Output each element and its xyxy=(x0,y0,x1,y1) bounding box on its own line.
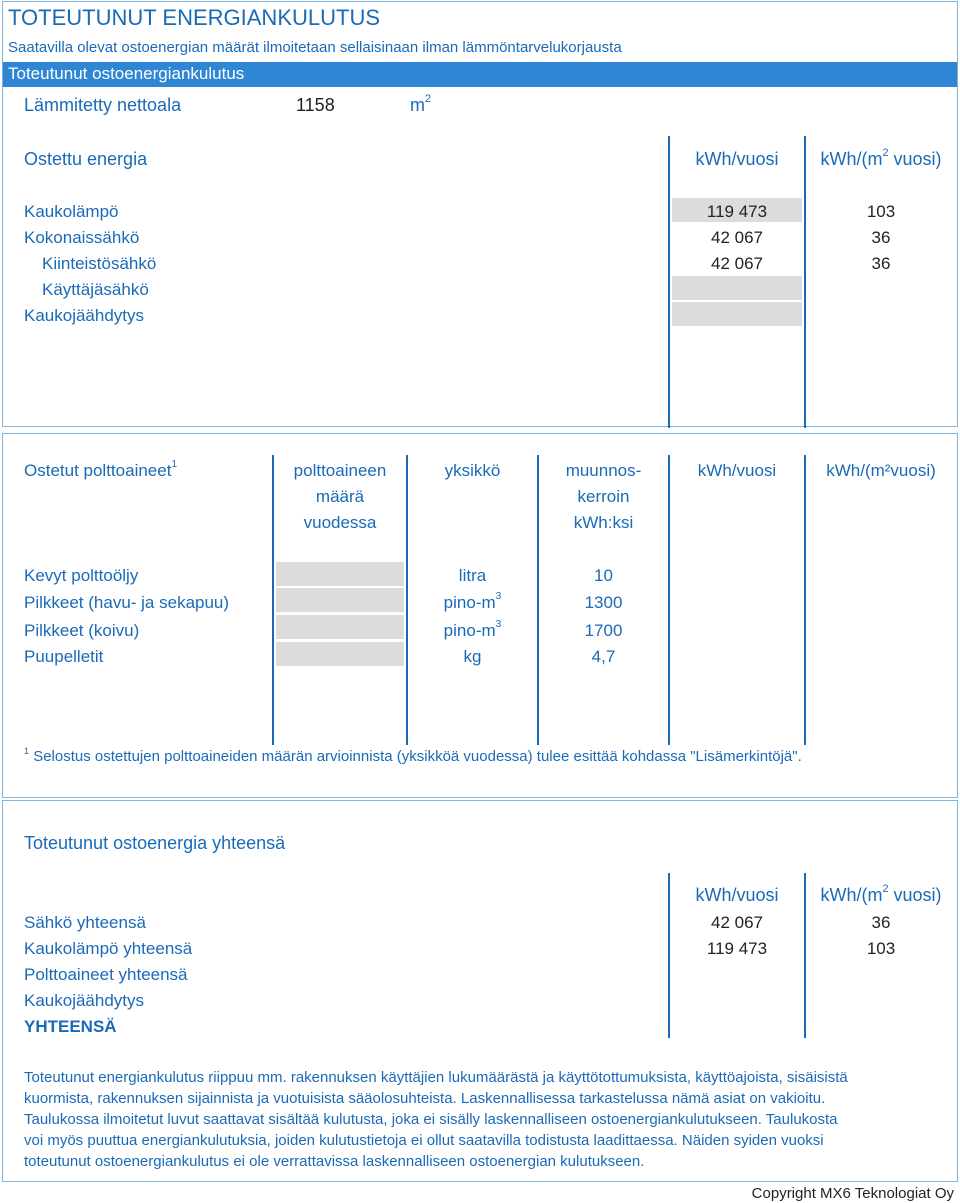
fuel-amount-cell-3 xyxy=(276,615,404,639)
row-label-kaukolampo: Kaukolämpö xyxy=(24,202,119,221)
area-value: 1158 xyxy=(296,95,335,115)
fuel-label-3: Pilkkeet (koivu) xyxy=(24,621,140,640)
total-label-district-cooling: Kaukojäähdytys xyxy=(24,991,145,1010)
copyright: Copyright MX6 Teknologiat Oy xyxy=(751,1185,954,1202)
row-kwh-kaukolampo: 119 473 xyxy=(706,202,768,221)
purchased-col-per-m2: kWh/($m^2$ vuosi) xyxy=(820,147,942,169)
fuels-col-amount-1: polttoaineen xyxy=(293,461,387,480)
fuel-unit-1: litra xyxy=(458,566,487,585)
row-label-kiinteistosahko: Kiinteistösähkö xyxy=(42,254,157,273)
fuels-col-amount-3: vuodessa xyxy=(303,513,377,532)
total-label-fuels: Polttoaineet yhteensä xyxy=(24,965,188,984)
fuel-amount-cell-4 xyxy=(276,642,404,666)
note-line-5: toteutunut ostoenergiankulutus ei ole verrattavissa laskennalliseen ostoenergian kulutukseen. xyxy=(24,1153,645,1170)
fuel-factor-4: 4,7 xyxy=(591,647,616,666)
page-subtitle: Saatavilla olevat ostoenergian määrät ilmoitetaan sellaisinaan ilman lämmöntarvelukorjausta xyxy=(8,39,622,56)
fuels-col-kwh: kWh/vuosi xyxy=(697,461,777,480)
note-line-3: Taulukossa ilmoitetut luvut saattavat sisältää kulutusta, joka ei sisälly laskennalliseen ostoenergiankulutukseen. Taulukosta xyxy=(24,1111,838,1128)
fuel-label-2: Pilkkeet (havu- ja sekapuu) xyxy=(24,593,230,612)
row-label-kaukojaahdytys: Kaukojäähdytys xyxy=(24,306,145,325)
area-label: Lämmitetty nettoala xyxy=(24,95,182,115)
area-unit: $m^2$ xyxy=(410,93,432,115)
totals-col-per-m2: kWh/($m^2$ vuosi) xyxy=(820,883,942,905)
note-line-4: voi myös puuttua energiankulutuksia, joiden kulutustietoja ei ollut saatavilla todistusta laadittaessa. Näiden syiden vuoksi xyxy=(24,1132,824,1149)
section-band-label: Toteutunut ostoenergiankulutus xyxy=(8,64,245,83)
fuel-unit-2: pino-$m^3$ xyxy=(443,591,502,612)
fuels-col-factor-1: muunnos- xyxy=(565,461,642,480)
row-kwh-kokonaissahko: 42 067 xyxy=(711,228,763,247)
fuels-footnote: $^1$ Selostus ostettujen polttoaineiden määrän arvioinnista (yksikköä vuodessa) tulee esittää kohdassa "Lisämerkintöjä". xyxy=(24,746,802,765)
fuel-factor-3: 1700 xyxy=(584,621,623,640)
total-label-electricity: Sähkö yhteensä xyxy=(24,913,146,932)
row-label-kokonaissahko: Kokonaissähkö xyxy=(24,228,140,247)
note-line-1: Toteutunut energiankulutus riippuu mm. rakennuksen käyttäjien lukumäärästä ja käyttötottumuksista, käyttöajoista, sisäisistä xyxy=(24,1069,848,1086)
page-title: TOTEUTUNUT ENERGIANKULUTUS xyxy=(8,5,381,30)
total-kwh-district-heat: 119 473 xyxy=(706,939,768,958)
purchased-col-kwh: kWh/vuosi xyxy=(695,149,779,169)
fuels-col-unit: yksikkö xyxy=(444,461,501,480)
fuel-unit-4: kg xyxy=(463,647,482,666)
purchased-divider-1 xyxy=(668,136,670,428)
total-perm2-electricity: 36 xyxy=(871,913,891,932)
totals-col-kwh: kWh/vuosi xyxy=(695,885,779,905)
total-kwh-electricity: 42 067 xyxy=(711,913,763,932)
fuels-col-factor-2: kerroin xyxy=(577,487,630,506)
fuel-factor-1: 10 xyxy=(594,566,613,585)
fuel-amount-cell-1 xyxy=(276,562,404,586)
fuels-col-per-m2: kWh/(m²vuosi) xyxy=(826,461,936,480)
fuels-divider-5 xyxy=(804,455,806,745)
fuels-divider-4 xyxy=(668,455,670,745)
note-line-2: kuormista, rakennuksen sijainnista ja vuotuisista sääolosuhteista. Laskennallisessa tarkastelussa nämä asiat on vakioitu. xyxy=(24,1090,826,1107)
fuel-unit-3: pino-$m^3$ xyxy=(443,619,502,640)
purchased-divider-2 xyxy=(804,136,806,428)
row-perm2-kokonaissahko: 36 xyxy=(871,228,891,247)
cell-kaukojaahdytys-kwh xyxy=(672,302,802,326)
row-perm2-kiinteistosahko: 36 xyxy=(871,254,891,273)
row-kwh-kiinteistosahko: 42 067 xyxy=(711,254,763,273)
total-label-district-heat: Kaukolämpö yhteensä xyxy=(24,939,193,958)
fuel-label-4: Puupelletit xyxy=(24,647,104,666)
fuel-label-1: Kevyt polttoöljy xyxy=(24,566,139,585)
cell-kayttajasahko-kwh xyxy=(672,276,802,300)
fuel-factor-2: 1300 xyxy=(584,593,623,612)
row-perm2-kaukolampo: 103 xyxy=(866,202,896,221)
row-label-kayttajasahko: Käyttäjäsähkö xyxy=(42,280,149,299)
fuels-frame xyxy=(2,433,958,798)
fuels-col-factor-3: kWh:ksi xyxy=(573,513,634,532)
fuels-col-amount-2: määrä xyxy=(315,487,365,506)
section-band xyxy=(3,62,957,87)
purchased-heading: Ostettu energia xyxy=(24,149,148,169)
total-perm2-district-heat: 103 xyxy=(866,939,896,958)
totals-heading: Toteutunut ostoenergia yhteensä xyxy=(24,833,286,853)
fuels-heading: Ostetut polttoaineet$^1$ xyxy=(24,459,178,480)
fuel-amount-cell-2 xyxy=(276,588,404,612)
total-label-grand: YHTEENSÄ xyxy=(24,1017,117,1036)
